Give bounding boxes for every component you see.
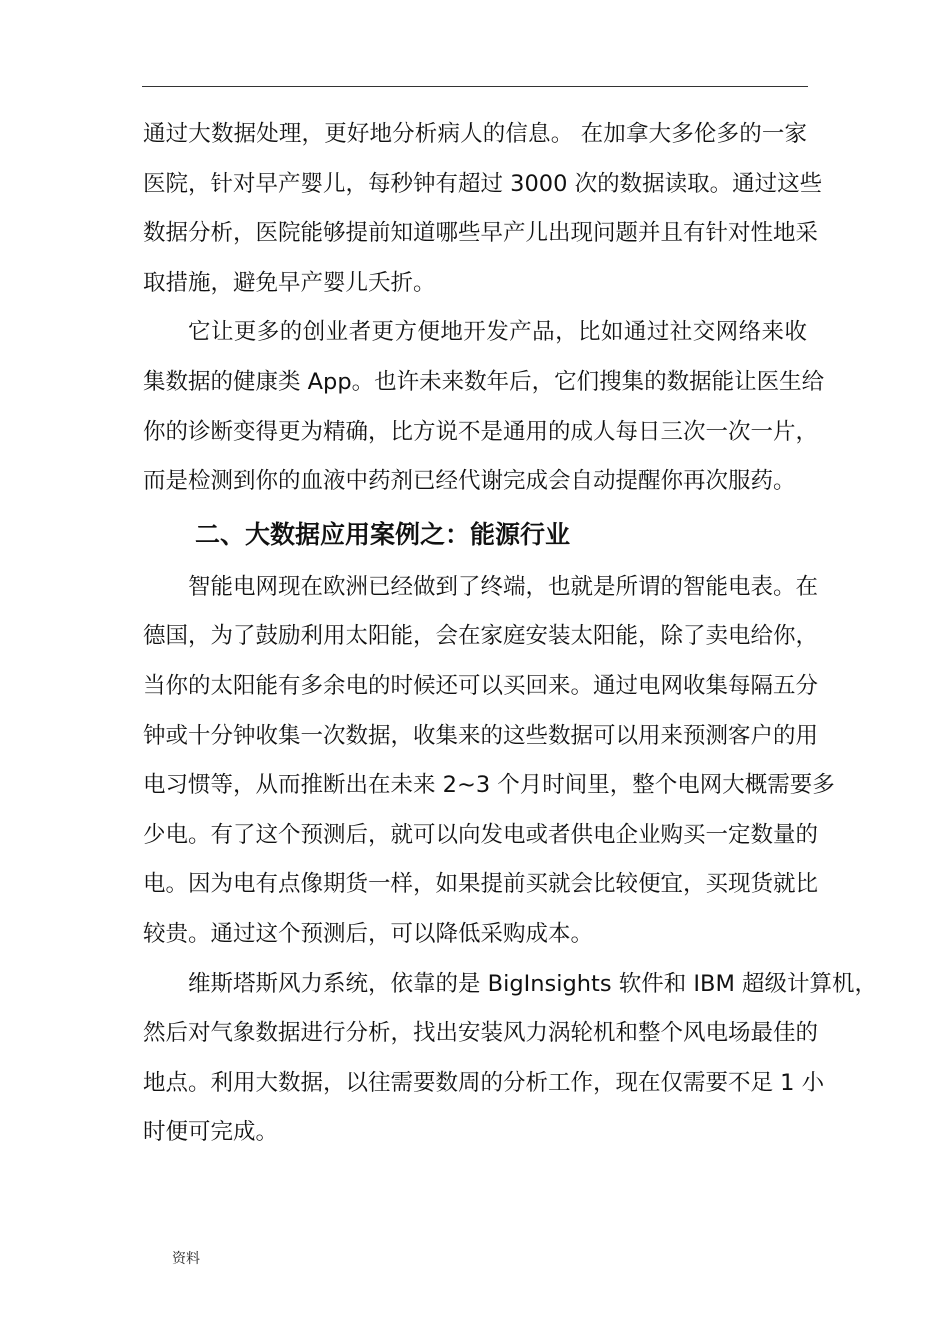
text-line: 而是检测到你的血液中药剂已经代谢完成会自动提醒你再次服药。 bbox=[143, 468, 796, 495]
text-line: 集数据的健康类 App。也许未来数年后，它们搜集的数据能让医生给 bbox=[143, 368, 825, 395]
paragraph-healthcare-data bbox=[143, 110, 823, 308]
text-line: 较贵。通过这个预测后，可以降低采购成本。 bbox=[143, 920, 594, 947]
text-line: 然后对气象数据进行分析，找出安装风力涡轮机和整个风电场最佳的 bbox=[143, 1020, 819, 1047]
text-line: 少电。有了这个预测后，就可以向发电或者供电企业购买一定数量的 bbox=[143, 821, 819, 848]
text-line: 钟或十分钟收集一次数据，收集来的这些数据可以用来预测客户的用 bbox=[143, 722, 819, 749]
text-line: 通过大数据处理，更好地分析病人的信息。 在加拿大多伦多的一家 bbox=[143, 121, 807, 147]
text-line: 它让更多的创业者更方便地开发产品，比如通过社交网络来收 bbox=[188, 319, 807, 346]
paragraph-health-apps bbox=[143, 308, 825, 506]
text-line: 医院，针对早产婴儿，每秒钟有超过 3000 次的数据读取。通过这些 bbox=[143, 170, 823, 197]
page-footer: 资料 bbox=[172, 1251, 200, 1267]
text-line: 当你的太阳能有多余电的时候还可以买回来。通过电网收集每隔五分 bbox=[143, 672, 819, 699]
paragraph-smart-grid bbox=[143, 563, 835, 960]
section-heading: 二、大数据应用案例之：能源行业 bbox=[195, 519, 571, 549]
text-line: 取措施，避免早产婴儿夭折。 bbox=[143, 269, 436, 296]
text-line: 智能电网现在欧洲已经做到了终端，也就是所谓的智能电表。在 bbox=[188, 573, 819, 600]
text-line: 地点。利用大数据，以往需要数周的分析工作，现在仅需要不足 1 小 bbox=[143, 1069, 825, 1096]
text-line: 时便可完成。 bbox=[143, 1119, 279, 1146]
text-line: 电。因为电有点像期货一样，如果提前买就会比较便宜，买现货就比 bbox=[143, 871, 819, 898]
header-rule bbox=[142, 86, 808, 87]
text-line: 德国，为了鼓励利用太阳能，会在家庭安装太阳能，除了卖电给你， bbox=[143, 623, 819, 650]
paragraph-wind-power bbox=[143, 960, 878, 1158]
text-line: 维斯塔斯风力系统，依靠的是 BigInsights 软件和 IBM 超级计算机， bbox=[188, 970, 878, 997]
document-body bbox=[143, 110, 878, 1158]
text-line: 你的诊断变得更为精确，比方说不是通用的成人每日三次一次一片， bbox=[143, 418, 819, 445]
text-line: 数据分析，医院能够提前知道哪些早产儿出现问题并且有针对性地采 bbox=[143, 220, 819, 247]
text-line: 电习惯等，从而推断出在未来 2~3 个月时间里，整个电网大概需要多 bbox=[143, 772, 835, 799]
